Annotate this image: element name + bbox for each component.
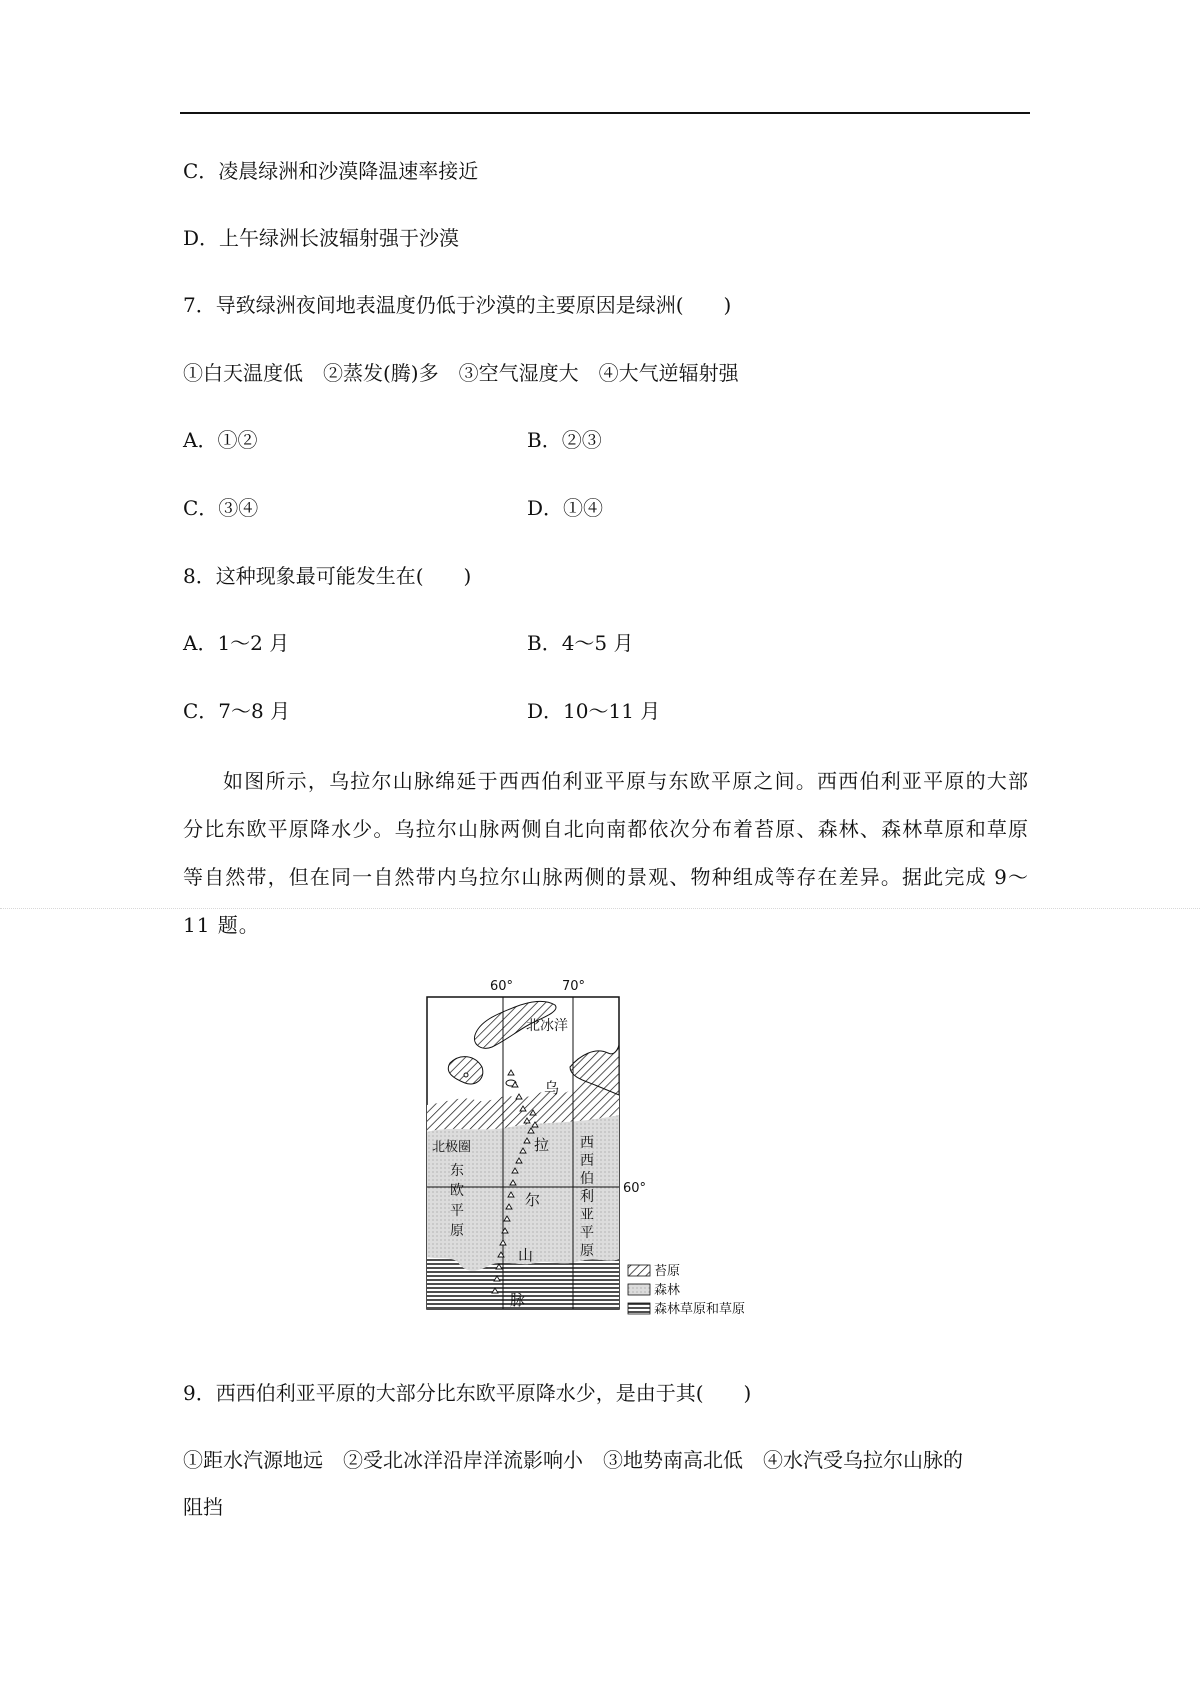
q7-option-a: A．①② xyxy=(183,428,258,452)
svg-text:东: 东 xyxy=(450,1163,464,1179)
q9-statements-line2: 阻挡 xyxy=(183,1495,223,1519)
q8-option-d: D．10～11 月 xyxy=(527,699,661,723)
q8-stem: 8．这种现象最可能发生在( ) xyxy=(183,564,472,588)
svg-text:乌: 乌 xyxy=(544,1079,560,1097)
legend-tundra: 苔原 xyxy=(654,1264,681,1279)
svg-text:山: 山 xyxy=(518,1246,534,1264)
legend-forest: 森林 xyxy=(654,1283,681,1298)
q8-option-c: C．7～8 月 xyxy=(183,699,291,723)
svg-text:脉: 脉 xyxy=(510,1291,526,1309)
svg-text:西: 西 xyxy=(580,1153,594,1169)
q6-option-d: D．上午绿洲长波辐射强于沙漠 xyxy=(183,226,460,250)
ocean-label: 北冰洋 xyxy=(526,1018,568,1034)
svg-text:利: 利 xyxy=(580,1189,594,1205)
q7-statements: ①白天温度低 ②蒸发(腾)多 ③空气湿度大 ④大气逆辐射强 xyxy=(183,361,739,385)
q8-option-b: B．4～5 月 xyxy=(527,631,634,655)
svg-text:尔: 尔 xyxy=(525,1191,541,1209)
q7-option-d: D．①④ xyxy=(527,496,604,520)
west-siberia-label xyxy=(580,1135,594,1259)
svg-text:平: 平 xyxy=(450,1203,464,1219)
lon-label-60: 60° xyxy=(490,979,514,994)
arctic-circle-label: 北极圈 xyxy=(432,1140,472,1155)
q7-option-c: C．③④ xyxy=(183,496,259,520)
lat-label-60: 60° xyxy=(623,1181,647,1196)
q9-statements-line1: ①距水汽源地远 ②受北冰洋沿岸洋流影响小 ③地势南高北低 ④水汽受乌拉尔山脉的 xyxy=(183,1448,963,1472)
svg-text:伯: 伯 xyxy=(580,1171,594,1187)
header-rule xyxy=(180,112,1030,114)
q8-option-a: A．1～2 月 xyxy=(183,631,290,655)
q9-stem: 9．西西伯利亚平原的大部分比东欧平原降水少，是由于其( ) xyxy=(183,1381,752,1405)
q7-stem: 7．导致绿洲夜间地表温度仍低于沙漠的主要原因是绿洲( ) xyxy=(183,293,732,317)
ural-map xyxy=(420,975,760,1325)
svg-text:西: 西 xyxy=(580,1135,594,1151)
legend-steppe: 森林草原和草原 xyxy=(654,1302,746,1317)
map-legend xyxy=(628,1264,745,1317)
svg-text:原: 原 xyxy=(580,1243,594,1259)
svg-text:原: 原 xyxy=(450,1223,464,1239)
passage: 如图所示，乌拉尔山脉绵延于西西伯利亚平原与东欧平原之间。西西伯利亚平原的大部分比东欧平原降水少。乌拉尔山脉两侧自北向南都依次分布着苔原、森林、森林草原和草原等自然带，但在同一自然带内乌拉尔山脉两侧的景观、物种组成等存在差异。据此完成 9～11 题。 xyxy=(183,769,1029,937)
q7-option-b: B．②③ xyxy=(527,428,602,452)
q6-option-c: C．凌晨绿洲和沙漠降温速率接近 xyxy=(183,159,479,183)
lon-label-70: 70° xyxy=(562,979,586,994)
svg-text:欧: 欧 xyxy=(450,1183,464,1199)
svg-text:平: 平 xyxy=(580,1225,594,1241)
svg-text:亚: 亚 xyxy=(580,1207,594,1223)
svg-text:拉: 拉 xyxy=(534,1136,550,1154)
